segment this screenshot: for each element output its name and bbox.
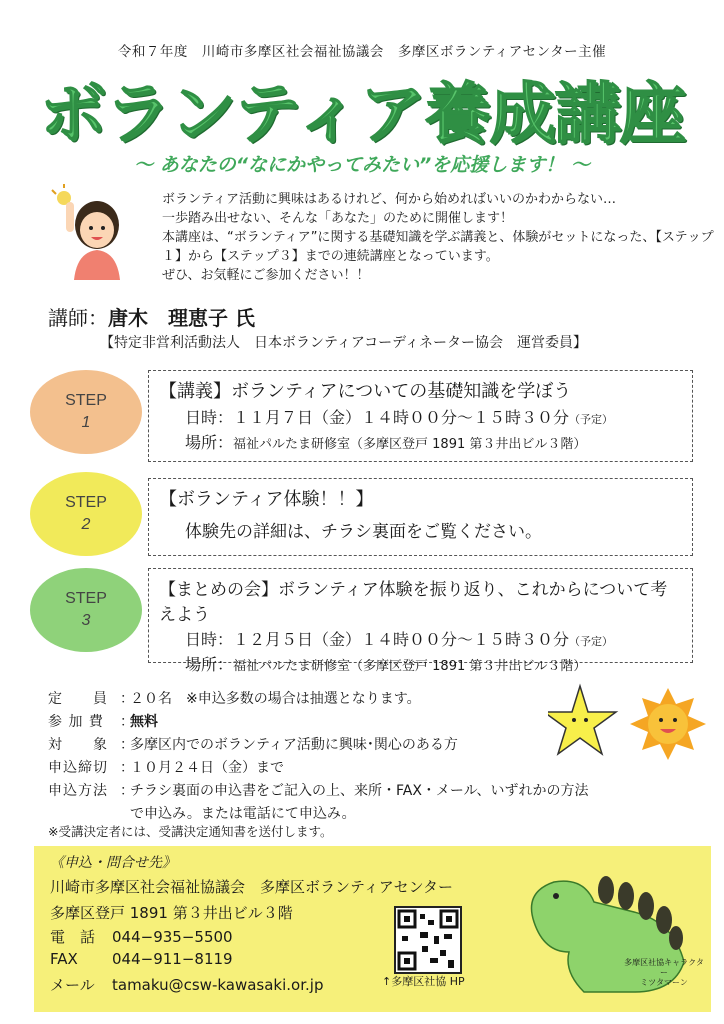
star-sun-illustration xyxy=(548,682,708,772)
detail-value: で申込み。または電話にて申込み。 xyxy=(130,806,356,822)
step3-heading: 【まとめの会】ボランティア体験を振り返り、これからについて考えよう xyxy=(159,580,668,625)
detail-key: 対 象 xyxy=(48,737,108,753)
lecturer-label: 講師： xyxy=(48,306,108,330)
subtitle: 〜 あなたの“なにかやってみたい”を応援します！ 〜 xyxy=(134,154,590,176)
details-list xyxy=(48,688,589,826)
detail-value: １０月２４日（金）まで xyxy=(130,760,284,776)
step2-label: STEP xyxy=(65,494,107,511)
detail-key: 申込方法 xyxy=(48,783,108,799)
qr-caption: ↑多摩区社協 HP xyxy=(382,975,465,988)
organizer-line: 令和７年度 川崎市多摩区社会福祉協議会 多摩区ボランティアセンター主催 xyxy=(117,44,607,60)
detail-row: 申込方法 ： チラシ裏面の申込書をご記入の上、来所・FAX・メール、いずれかの方法 xyxy=(48,780,589,803)
contact-mail-row xyxy=(50,974,323,995)
note: ※受講決定者には、受講決定通知書を送付します。 xyxy=(48,824,333,839)
detail-value: 多摩区内でのボランティア活動に興味･関心のある方 xyxy=(130,737,458,753)
fax-label: FAX xyxy=(50,950,78,968)
contact-phone-row xyxy=(50,926,233,947)
step3-date: １２月５日（金）１４時００分〜１５時３０分 xyxy=(233,630,570,649)
sun-icon xyxy=(630,688,706,760)
detail-row: 申込締切 ： １０月２４日（金）まで xyxy=(48,757,589,780)
step1-label: STEP xyxy=(65,392,107,409)
contact-address: 多摩区登戸 1891 第３井出ビル３階 xyxy=(50,904,293,922)
step1-place: 福祉パルたま研修室（多摩区登戸 1891 第３井出ビル３階） xyxy=(233,437,587,452)
intro-text: ボランティア活動に興味はあるけれど、何から始めればいいのかわからない… 一歩踏み出せない、そんな「あなた」のために開催します！ 本講座は、“ボランティア”に関する基礎知識を学ぶ講義と、体験がセットになった、【ステップ１】から【ステップ３】までの連続講座となっています。 ぜひ、お気軽にご参加ください！！ xyxy=(162,192,714,283)
step2-number: 2 xyxy=(81,516,91,533)
contact-org: 川崎市多摩区社会福祉協議会 多摩区ボランティアセンター xyxy=(50,878,454,896)
step1-heading: 【講義】ボランティアについての基礎知識を学ぼう xyxy=(159,381,572,402)
step3-badge xyxy=(30,568,142,652)
step3-label: STEP xyxy=(65,590,107,607)
step1-date-row xyxy=(159,405,682,428)
step3-place-label: 場所： xyxy=(185,655,234,674)
step2-body: 体験先の詳細は、チラシ裏面をご覧ください。 xyxy=(185,522,542,542)
contact-heading: 《申込・問合せ先》 xyxy=(50,855,176,871)
detail-value: ２０名 ※申込多数の場合は抽選となります。 xyxy=(130,691,421,707)
girl-illustration xyxy=(42,180,132,280)
step3-date-note: （予定） xyxy=(569,635,614,648)
star-icon xyxy=(548,686,616,754)
page-title: ボランティア養成講座 xyxy=(39,75,685,152)
step1-badge xyxy=(30,370,142,454)
fax-number: 044−911−8119 xyxy=(112,950,233,968)
contact-box xyxy=(34,846,711,1012)
phone-label: 電 話 xyxy=(50,928,96,946)
step1-box xyxy=(148,370,693,462)
step1-date: １１月７日（金）１４時００分〜１５時３０分 xyxy=(233,408,570,427)
phone-number[interactable]: 044−935−5500 xyxy=(112,928,233,946)
detail-key: 申込締切 xyxy=(48,760,108,776)
qr-code-icon xyxy=(396,908,460,972)
mail-address[interactable]: tamaku@csw-kawasaki.or.jp xyxy=(112,976,324,994)
step1-place-row xyxy=(159,430,682,453)
contact-fax-row xyxy=(50,950,233,968)
step1-date-note: （予定） xyxy=(569,413,614,426)
step3-date-label: 日時： xyxy=(185,630,234,649)
mascot-caption: 多摩区社協キャラクター ミツタマーン xyxy=(624,958,704,987)
detail-key: 参 加 費 xyxy=(48,714,104,730)
step2-box xyxy=(148,478,693,556)
qr-code[interactable] xyxy=(394,906,462,974)
lecturer-name: 唐木 理恵子 氏 xyxy=(108,306,255,330)
detail-value: チラシ裏面の申込書をご記入の上、来所・FAX・メール、いずれかの方法 xyxy=(130,783,589,799)
lecturer xyxy=(48,302,255,331)
step3-place-row xyxy=(159,652,682,675)
step2-badge xyxy=(30,472,142,556)
step1-date-label: 日時： xyxy=(185,408,234,427)
detail-row: 定 員 ： ２０名 ※申込多数の場合は抽選となります。 xyxy=(48,688,589,711)
step2-heading: 【ボランティア体験！！】 xyxy=(159,489,374,510)
step3-date-row xyxy=(159,627,682,650)
detail-row: 対 象 ： 多摩区内でのボランティア活動に興味･関心のある方 xyxy=(48,734,589,757)
mail-label: メール xyxy=(50,976,95,994)
lecturer-affiliation: 【特定非営利活動法人 日本ボランティアコーディネーター協会 運営委員】 xyxy=(100,335,588,351)
detail-value: 無料 xyxy=(130,714,158,730)
step1-place-label: 場所： xyxy=(185,433,234,452)
step1-number: 1 xyxy=(81,414,91,431)
detail-key: 定 員 xyxy=(48,691,108,707)
step3-box xyxy=(148,568,693,674)
step3-number: 3 xyxy=(81,612,91,629)
detail-row: 参 加 費 ： 無料 xyxy=(48,711,589,734)
step3-place: 福祉パルたま研修室（多摩区登戸 1891 第３井出ビル３階） xyxy=(233,659,587,674)
